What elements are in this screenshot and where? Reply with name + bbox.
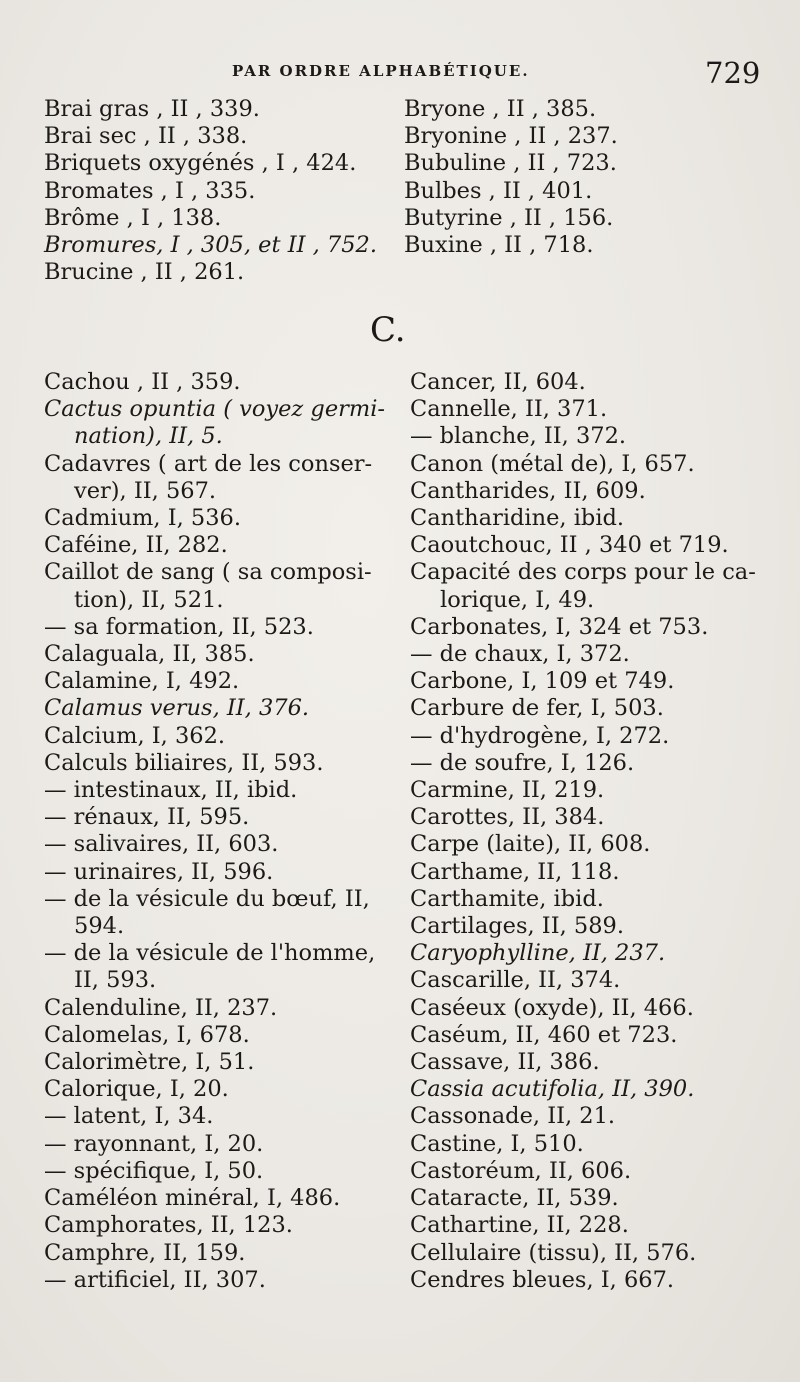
index-column-c-right	[410, 369, 756, 1294]
index-entry: Calomelas, I, 678.	[44, 1021, 250, 1048]
index-entry: Cartilages, II, 589.	[410, 913, 624, 940]
index-entry: Camphorates, II, 123.	[44, 1212, 293, 1239]
index-entry: Caméléon minéral, I, 486.	[44, 1185, 341, 1212]
index-entry: nation), II, 5.	[74, 423, 223, 450]
index-entry: Calamine, I, 492.	[44, 668, 240, 695]
index-entry: tion), II, 521.	[74, 586, 224, 613]
index-entry: lorique, I, 49.	[440, 586, 595, 613]
index-entry: Caoutchouc, II , 340 et 719.	[410, 532, 729, 559]
index-entry: Cellulaire (tissu), II, 576.	[410, 1239, 697, 1266]
index-entry: Carmine, II, 219.	[410, 777, 605, 804]
running-head	[0, 56, 800, 90]
index-entry: — de soufre, I, 126.	[410, 749, 635, 776]
index-entry: Cachou , II , 359.	[44, 369, 241, 395]
index-entry: II, 593.	[74, 967, 157, 994]
index-entry: Carthame, II, 118.	[410, 858, 620, 885]
index-entry: — rénaux, II, 595.	[44, 804, 250, 831]
index-entry: Carbone, I, 109 et 749.	[410, 668, 675, 695]
index-entry: Cannelle, II, 371.	[410, 396, 608, 423]
index-entry: Bryonine , II , 237.	[404, 123, 618, 150]
index-entry: — spécifique, I, 50.	[44, 1157, 264, 1184]
index-entry: Carbure de fer, I, 503.	[410, 695, 664, 722]
index-entry: Brai gras , II , 339.	[44, 96, 260, 122]
index-entry: — de la vésicule du bœuf, II,	[44, 885, 370, 912]
index-entry: Cantharidine, ibid.	[410, 505, 625, 532]
index-entry: Cathartine, II, 228.	[410, 1212, 629, 1239]
index-entry: Caséeux (oxyde), II, 466.	[410, 994, 694, 1021]
page-number: 729	[705, 56, 761, 90]
index-entry: Canon (métal de), I, 657.	[410, 450, 695, 477]
index-entry: — artificiel, II, 307.	[44, 1266, 266, 1293]
index-entry: Castine, I, 510.	[410, 1130, 584, 1157]
index-entry: Castoréum, II, 606.	[410, 1157, 632, 1184]
index-entry: — sa formation, II, 523.	[44, 613, 314, 640]
index-entry: Butyrine , II , 156.	[404, 204, 614, 231]
index-entry: Bryone , II , 385.	[404, 96, 597, 122]
index-entry: Carthamite, ibid.	[410, 885, 604, 912]
index-entry: Cendres bleues, I, 667.	[410, 1266, 675, 1293]
index-entry: — rayonnant, I, 20.	[44, 1130, 264, 1157]
index-entry: Calculs biliaires, II, 593.	[44, 749, 324, 776]
running-title: PAR ORDRE ALPHABÉTIQUE.	[232, 62, 530, 80]
index-entry: — intestinaux, II, ibid.	[44, 777, 298, 804]
index-entry: — latent, I, 34.	[44, 1103, 214, 1130]
index-entry: ver), II, 567.	[74, 477, 217, 504]
index-entry: Cascarille, II, 374.	[410, 967, 621, 994]
index-entry: Caillot de sang ( sa composi-	[44, 559, 372, 586]
index-entry: Cadmium, I, 536.	[44, 505, 241, 532]
index-entry: — de chaux, I, 372.	[410, 641, 630, 668]
index-entry: 594.	[74, 913, 125, 940]
index-entry: Cactus opuntia ( voyez germi-	[44, 396, 386, 423]
index-entry: Calorimètre, I, 51.	[44, 1049, 255, 1076]
index-entry: Bubuline , II , 723.	[404, 150, 617, 177]
index-entry: Cadavres ( art de les conser-	[44, 450, 373, 477]
index-entry: Cassia acutifolia, II, 390.	[410, 1076, 695, 1103]
index-entry: Caféine, II, 282.	[44, 532, 228, 559]
index-entry: Carbonates, I, 324 et 753.	[410, 613, 709, 640]
index-entry: Caséum, II, 460 et 723.	[410, 1021, 678, 1048]
index-entry: Carottes, II, 384.	[410, 804, 605, 831]
index-entry: Capacité des corps pour le ca-	[410, 559, 756, 586]
index-entry: Buxine , II , 718.	[404, 232, 594, 259]
index-column-c-left	[44, 369, 385, 1294]
index-entry: Cantharides, II, 609.	[410, 477, 646, 504]
index-entry: Briquets oxygénés , I , 424.	[44, 150, 357, 177]
index-entry: Cassonade, II, 21.	[410, 1103, 616, 1130]
index-entry: Calcium, I, 362.	[44, 722, 226, 749]
index-entry: Cataracte, II, 539.	[410, 1185, 619, 1212]
index-entry: Calaguala, II, 385.	[44, 641, 255, 668]
index-entry: Bromates , I , 335.	[44, 177, 256, 204]
index-entry: Caryophylline, II, 237.	[410, 940, 666, 967]
section-letter: C.	[370, 310, 406, 350]
index-entry: Brôme , I , 138.	[44, 204, 222, 231]
index-entry: Brucine , II , 261.	[44, 259, 245, 286]
index-entry: — salivaires, II, 603.	[44, 831, 279, 858]
index-entry: — urinaires, II, 596.	[44, 858, 274, 885]
index-entry: Calamus verus, II, 376.	[44, 695, 310, 722]
index-entry: Bromures, I , 305, et II , 752.	[44, 232, 378, 259]
index-entry: — blanche, II, 372.	[410, 423, 627, 450]
index-entry: Bulbes , II , 401.	[404, 177, 593, 204]
index-entry: Brai sec , II , 338.	[44, 123, 248, 150]
index-entry: Camphre, II, 159.	[44, 1239, 246, 1266]
index-entry: Cancer, II, 604.	[410, 369, 586, 395]
index-entry: Cassave, II, 386.	[410, 1049, 600, 1076]
index-entry: Carpe (laite), II, 608.	[410, 831, 651, 858]
index-entry: Calorique, I, 20.	[44, 1076, 229, 1103]
index-entry: — de la vésicule de l'homme,	[44, 940, 376, 967]
index-column-b-right	[404, 96, 618, 259]
index-entry: — d'hydrogène, I, 272.	[410, 722, 670, 749]
index-column-b-left	[44, 96, 377, 286]
index-entry: Calenduline, II, 237.	[44, 994, 278, 1021]
